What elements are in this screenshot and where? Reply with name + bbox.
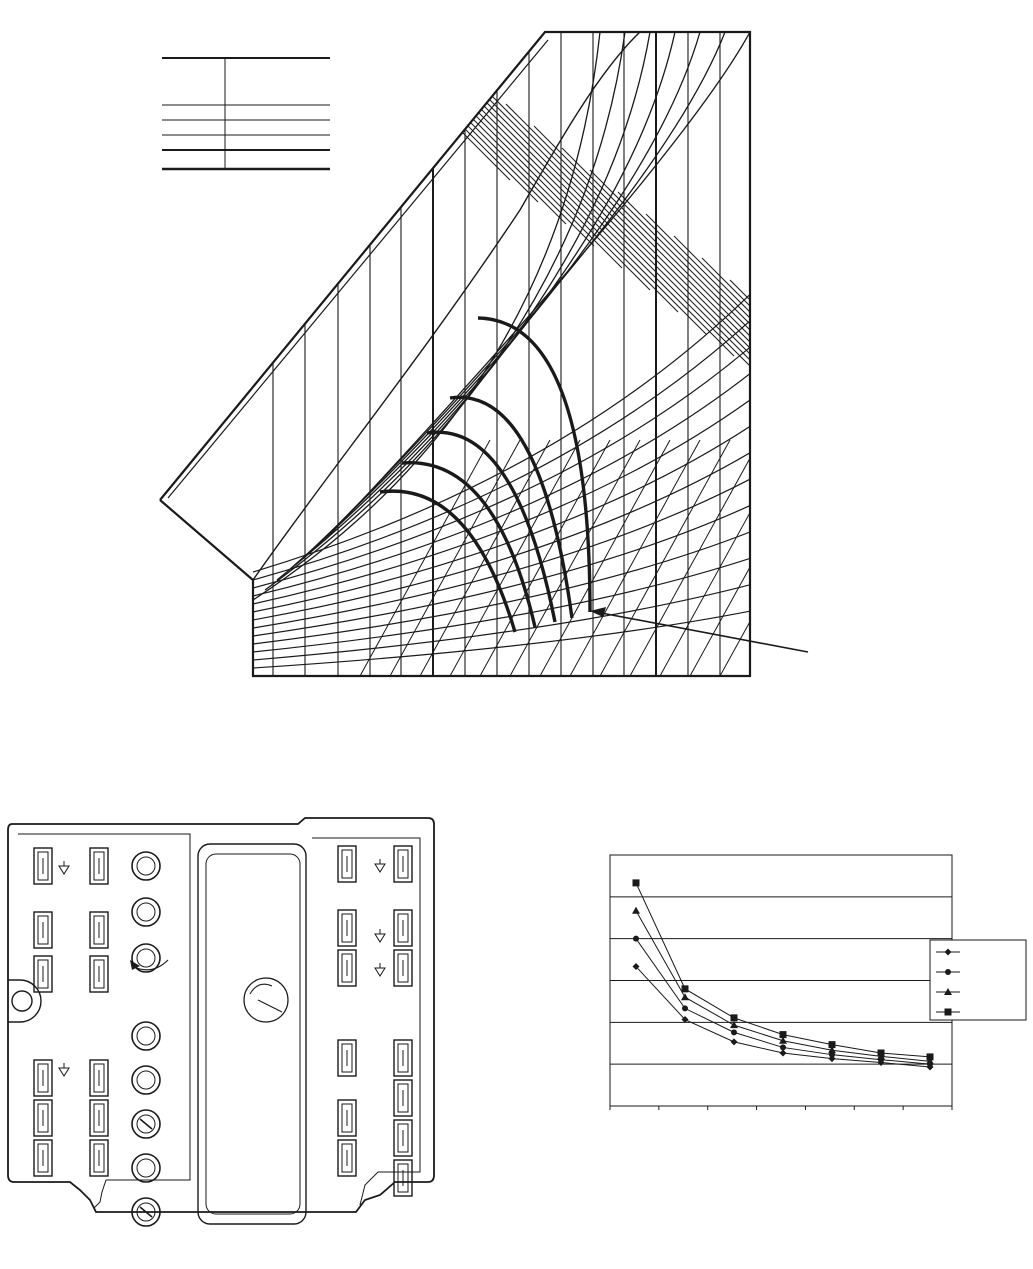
ground-triangle (375, 968, 385, 976)
terminal-connector (34, 848, 52, 884)
mounting-hole (12, 991, 32, 1011)
ground-triangle (59, 866, 69, 874)
square-marker (682, 985, 689, 992)
ground-symbol-icon (375, 859, 385, 872)
terminal-connector (338, 1100, 356, 1136)
line-chart-series (632, 879, 934, 1070)
chart-outline (160, 32, 750, 676)
square-marker (731, 1014, 738, 1021)
circle-marker (682, 1005, 688, 1011)
diamond-marker (780, 1050, 787, 1057)
enthalpy-line (394, 16, 734, 356)
triangle-marker (681, 993, 689, 1000)
terminal-connector (90, 848, 108, 884)
ground-triangle (375, 934, 385, 942)
button-cap (137, 1159, 155, 1177)
terminal-connector (394, 1040, 412, 1076)
legend-table (162, 58, 330, 169)
series-diamond (633, 963, 934, 1070)
round-button[interactable] (132, 1066, 160, 1094)
button-cap (137, 1071, 155, 1089)
square-marker (829, 1041, 836, 1048)
terminal-connector (90, 956, 108, 992)
terminal-connector (34, 912, 52, 948)
ground-triangle (375, 864, 385, 872)
relay-dial-mark (250, 984, 282, 1012)
chart-gridlines (170, 0, 1033, 686)
diamond-marker (731, 1038, 738, 1045)
rh-curve (265, 32, 625, 590)
enthalpy-line (338, 0, 678, 312)
button-ring (132, 1154, 160, 1182)
humidity-curve (253, 426, 750, 612)
terminal-connector (90, 1100, 108, 1136)
square-marker (780, 1031, 787, 1038)
control-board (0, 810, 450, 1230)
terminal-connector (394, 846, 412, 882)
terminal-connector (338, 1140, 356, 1176)
volume-line (750, 440, 880, 676)
enthalpy-line (758, 302, 1033, 642)
volume-line (660, 440, 790, 676)
board-inner-outline-right (312, 838, 420, 1205)
right-connector-column (338, 846, 412, 1196)
terminal-connector (394, 1120, 412, 1156)
rh-curve (289, 32, 675, 570)
terminal-connector (338, 950, 356, 986)
line-chart (590, 840, 1033, 1120)
ground-symbol-icon (375, 963, 385, 976)
board-outline (8, 818, 434, 1212)
humidity-curve (253, 347, 750, 588)
button-cap (137, 949, 155, 967)
ground-symbol-icon (375, 929, 385, 942)
series-square (633, 879, 934, 1060)
process-curve (402, 463, 535, 627)
enthalpy-line (674, 236, 1014, 576)
volume-line (720, 440, 850, 676)
round-button[interactable] (132, 852, 160, 880)
button-cap (137, 857, 155, 875)
enthalpy-line (534, 126, 874, 466)
line-chart-svg (590, 840, 1033, 1120)
circle-marker (731, 1029, 737, 1035)
terminal-connector (394, 950, 412, 986)
relay-window-inner (206, 854, 300, 1214)
enthalpy-line (226, 0, 566, 224)
relay-window (198, 844, 306, 1224)
square-marker (633, 879, 640, 886)
round-button[interactable] (132, 1022, 160, 1050)
line-chart-legend (930, 940, 1026, 1020)
control-board-drawing (0, 810, 450, 1230)
terminal-connector (34, 1060, 52, 1096)
enthalpy-line (254, 0, 594, 246)
round-button[interactable] (132, 1154, 160, 1182)
terminal-connector (90, 1140, 108, 1176)
series-line (636, 883, 930, 1057)
terminal-connector (394, 1080, 412, 1116)
enthalpy-line (170, 0, 510, 180)
process-curve (450, 397, 572, 618)
button-ring (132, 852, 160, 880)
middle-connector-column (90, 848, 108, 1176)
enthalpy-line (730, 280, 1033, 620)
button-cap (137, 1027, 155, 1045)
terminal-connector (90, 1060, 108, 1096)
enthalpy-line (562, 148, 902, 488)
triangle-marker (632, 907, 640, 914)
square-marker (878, 1050, 885, 1057)
button-column (132, 852, 160, 1226)
round-button[interactable] (132, 1110, 160, 1138)
button-ring (132, 1066, 160, 1094)
square-marker (945, 1009, 952, 1016)
enthalpy-line (814, 346, 1033, 686)
enthalpy-line (702, 258, 1033, 598)
terminal-connector (338, 846, 356, 882)
terminal-connector (34, 1100, 52, 1136)
rh-curve (277, 32, 650, 580)
circle-marker (780, 1044, 786, 1050)
terminal-connector (90, 912, 108, 948)
left-connector-column (34, 848, 52, 1176)
terminal-connector (338, 910, 356, 946)
enthalpy-line (786, 324, 1033, 664)
mounting-ear (8, 980, 41, 1022)
volume-line (630, 440, 760, 676)
circle-marker (945, 969, 951, 975)
volume-line (540, 440, 670, 676)
terminal-connector (34, 956, 52, 992)
terminal-connector (394, 910, 412, 946)
round-button[interactable] (132, 898, 160, 926)
enthalpy-line (618, 192, 958, 532)
terminal-connector (338, 1040, 356, 1076)
volume-line (360, 440, 490, 676)
saturation-curve (253, 32, 640, 580)
terminal-connector (394, 1160, 412, 1196)
series-triangle (632, 907, 934, 1065)
humidity-curve (253, 611, 750, 668)
square-marker (927, 1053, 934, 1060)
enthalpy-line (590, 170, 930, 510)
ground-symbol-icon (59, 1063, 69, 1076)
enthalpy-line (450, 60, 790, 400)
line-chart-grid (610, 855, 952, 1110)
ground-triangle (59, 1068, 69, 1076)
button-cap (137, 903, 155, 921)
terminal-connector (34, 1140, 52, 1176)
circle-marker (633, 936, 639, 942)
enthalpy-line (646, 214, 986, 554)
ground-symbol-icon (59, 861, 69, 874)
button-ring (132, 898, 160, 926)
series-circle (633, 936, 933, 1068)
button-ring (132, 1022, 160, 1050)
process-curve (427, 432, 555, 622)
humidity-curve (253, 506, 750, 636)
screw-slot (140, 1119, 152, 1129)
